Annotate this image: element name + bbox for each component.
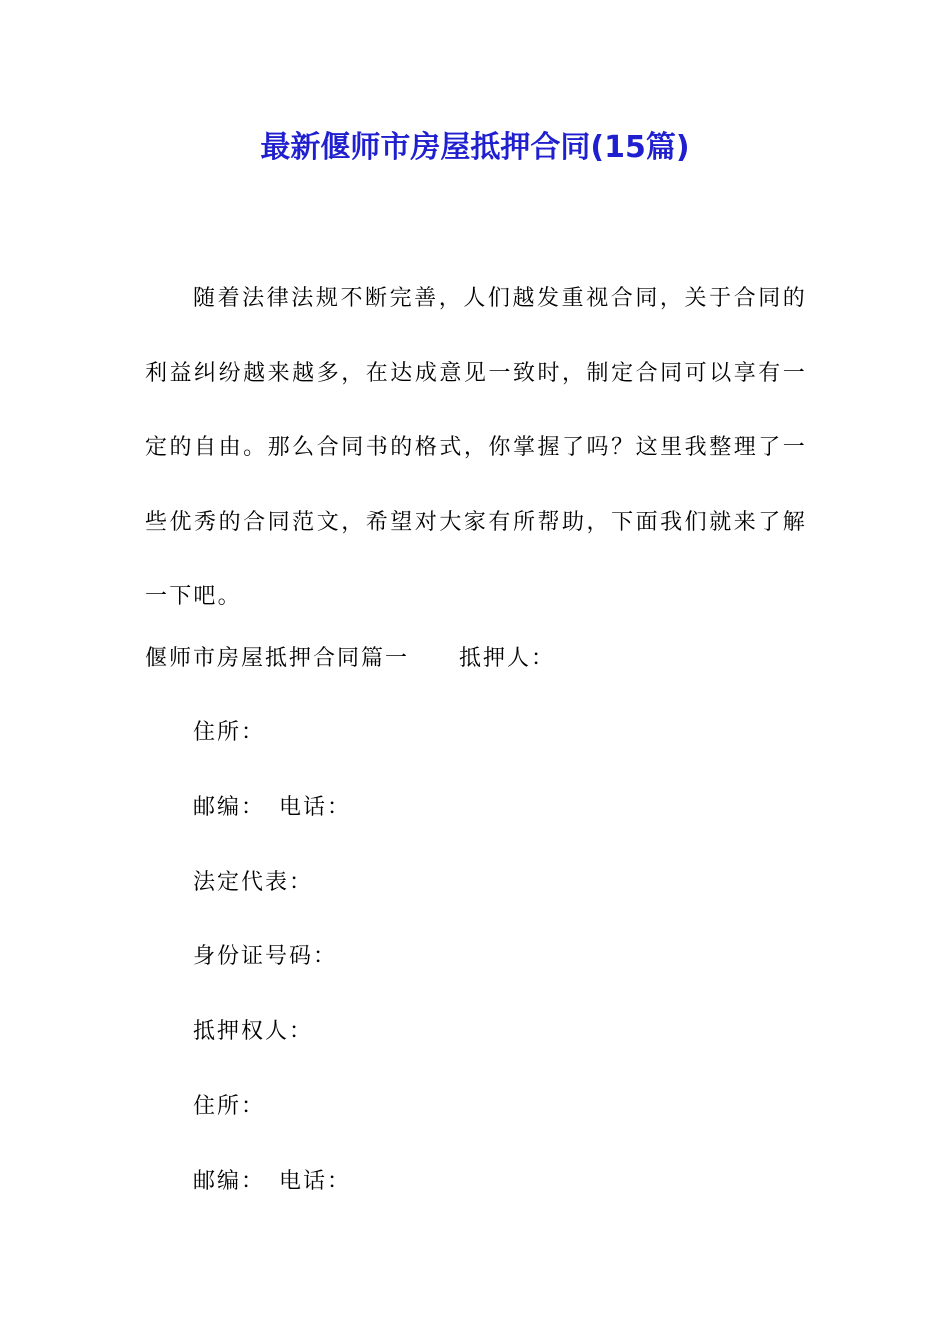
address-label-2: 住所：: [193, 1094, 266, 1119]
legal-rep-line: [193, 868, 313, 898]
postcode-phone-line-2: [193, 1167, 351, 1197]
address-line-2: [193, 1092, 265, 1122]
id-number-label: 身份证号码：: [193, 944, 338, 969]
address-line-1: [193, 718, 265, 748]
address-label-1: 住所：: [193, 720, 266, 745]
mortgagee-label: 抵押权人：: [193, 1019, 314, 1044]
postcode-phone-line-1: [193, 793, 351, 823]
id-number-line: [193, 942, 337, 972]
legal-rep-label: 法定代表：: [193, 870, 314, 895]
phone-label-1: 电话：: [279, 795, 352, 820]
section-heading: 偃师市房屋抵押合同篇一: [145, 646, 410, 671]
intro-paragraph: 随着法律法规不断完善，人们越发重视合同，关于合同的利益纠纷越来越多，在达成意见一致时，制定合同可以享有一定的自由。那么合同书的格式，你掌握了吗？这里我整理了一些优秀的合同范文，希望对大家有所帮助，下面我们就来了解一下吧。: [145, 286, 807, 609]
phone-label-2: 电话：: [279, 1169, 352, 1194]
postcode-label-1: 邮编：: [193, 795, 266, 820]
section-heading-line: [145, 644, 555, 674]
mortgagor-label: 抵押人：: [459, 646, 556, 671]
mortgagee-line: [193, 1017, 313, 1047]
postcode-label-2: 邮编：: [193, 1169, 266, 1194]
document-title: 最新偃师市房屋抵押合同(15篇): [260, 130, 690, 165]
